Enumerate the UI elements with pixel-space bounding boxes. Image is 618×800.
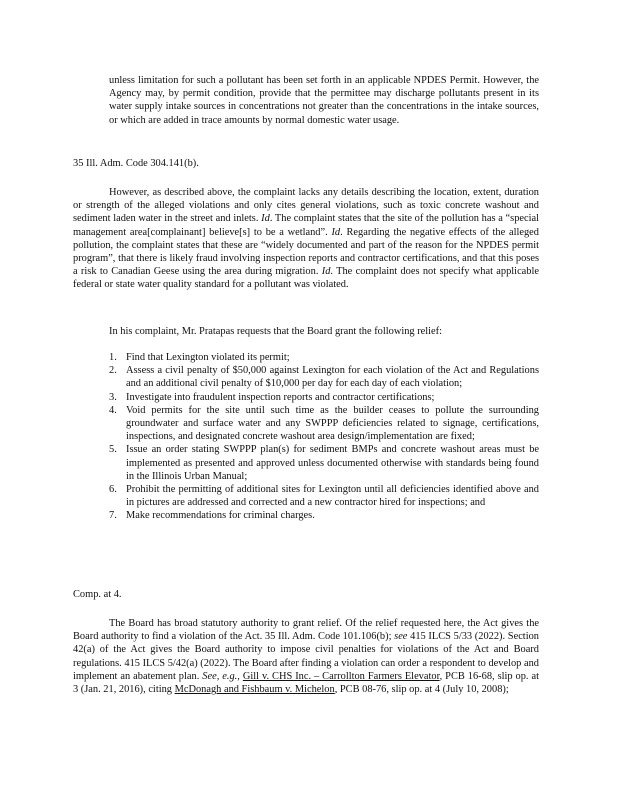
list-number: 7. [109, 510, 117, 522]
list-number: 2. [109, 365, 117, 377]
text-run: . Regarding the negative effects of the alleged pollution, the complaint states that these are “widely documented and part of the reason for the NPDES permit program”, that there is likely fraud involving inspection reports and contractor certifications, and that this poses a risk to Canadian Geese using the area during migration. [73, 226, 539, 278]
list-item [109, 509, 539, 522]
id-cite: Id [331, 226, 341, 238]
text-run: . The complaint states that the site of the pollution has a “special management area[complainant] believe[s] to be a wetland”. [73, 213, 539, 238]
id-cite: Id [261, 213, 270, 225]
list-text: Issue an order stating SWPPP plan(s) for sediment BMPs and concrete washout areas must be implemented as presented and approved unless documented otherwise with standards being found in the Illinois Urban Manual; [126, 444, 539, 482]
regulation-quote: unless limitation for such a pollutant has been set forth in an applicable NPDES Permit. However, the Agency may, by permit condition, provide that the permittee may discharge pollutants present in its water supply intake sources in concentrations not greater than the concentrations in the intake sources, or which are added in trace amounts by normal domestic water usage. [109, 75, 539, 126]
text-run: , PCB 16-68, slip op. at 3 (Jan. 21, 2016), citing [73, 670, 539, 696]
regulation-citation: 35 Ill. Adm. Code 304.141(b). [73, 158, 199, 169]
list-number: 6. [109, 484, 117, 496]
list-item [109, 443, 539, 483]
list-text: Find that Lexington violated its permit; [126, 352, 290, 363]
text-run: 415 ILCS 5/33 (2022). Section 42(a) of the Act gives the Board authority to impose civil penalties for violations of the Act and Board regulations. 415 ILCS 5/42(a) (2022). The Board after finding a violation can order a respondent to develop and implement an abatement plan. [73, 631, 539, 682]
paragraph-board-authority [73, 617, 539, 696]
list-text: Prohibit the permitting of additional sites for Lexington until all deficiencies identified above and in pictures are addressed and corrected and a new contractor hired for inspections; and [126, 484, 539, 509]
list-number: 3. [109, 391, 117, 403]
case-name: Gill v. CHS Inc. – Carrollton Farmers Elevator [242, 670, 440, 682]
list-number: 4. [109, 404, 117, 416]
id-cite: Id [321, 266, 331, 278]
list-text: Assess a civil penalty of $50,000 against Lexington for each violation of the Act and Regulations and an additional civil penalty of $10,000 per day for each day of each violation; [126, 365, 539, 390]
list-text: Make recommendations for criminal charges. [126, 510, 315, 522]
list-number: 1. [109, 352, 117, 363]
list-text: Investigate into fraudulent inspection reports and contractor certifications; [126, 391, 435, 403]
text-run: . The complaint does not specify what applicable federal or state water quality standard for a pollutant was violated. [73, 266, 539, 291]
text-run: However, as described above, the complaint lacks any details describing the location, extent, duration or strength of the alleged violations and only cites general violations, such as toxic concrete washout and sediment laden water in the street and inlets. [73, 187, 539, 225]
list-item [109, 364, 539, 390]
see-signal: see [394, 631, 408, 643]
text-run: , PCB 08-76, slip op. at 4 (July 10, 2008); [334, 684, 509, 696]
list-item [109, 404, 539, 444]
list-text: Void permits for the site until such time as the builder ceases to pollute the surrounding groundwater and surface water and any SWPPP deficiencies related to signage, certifications, inspections, and designated concrete washout area design/implementation are fixed; [126, 404, 539, 443]
case-name: McDonagh and Fishbaum v. Michelon [174, 684, 335, 696]
paragraph-complaint-details [73, 186, 539, 292]
list-number: 5. [109, 444, 117, 456]
paragraph-relief-intro: In his complaint, Mr. Pratapas requests that the Board grant the following relief: [109, 326, 442, 337]
list-item [109, 391, 539, 404]
text-run: The Board has broad statutory authority to grant relief. Of the relief requested here, the Act gives the Board authority to find a violation of the Act. 35 Ill. Adm. Code 101.106(b); [73, 618, 539, 643]
comp-citation: Comp. at 4. [73, 589, 122, 600]
list-item [109, 483, 539, 509]
relief-list [109, 351, 539, 523]
list-item [109, 351, 539, 364]
see-signal: See, e.g., [202, 670, 240, 682]
